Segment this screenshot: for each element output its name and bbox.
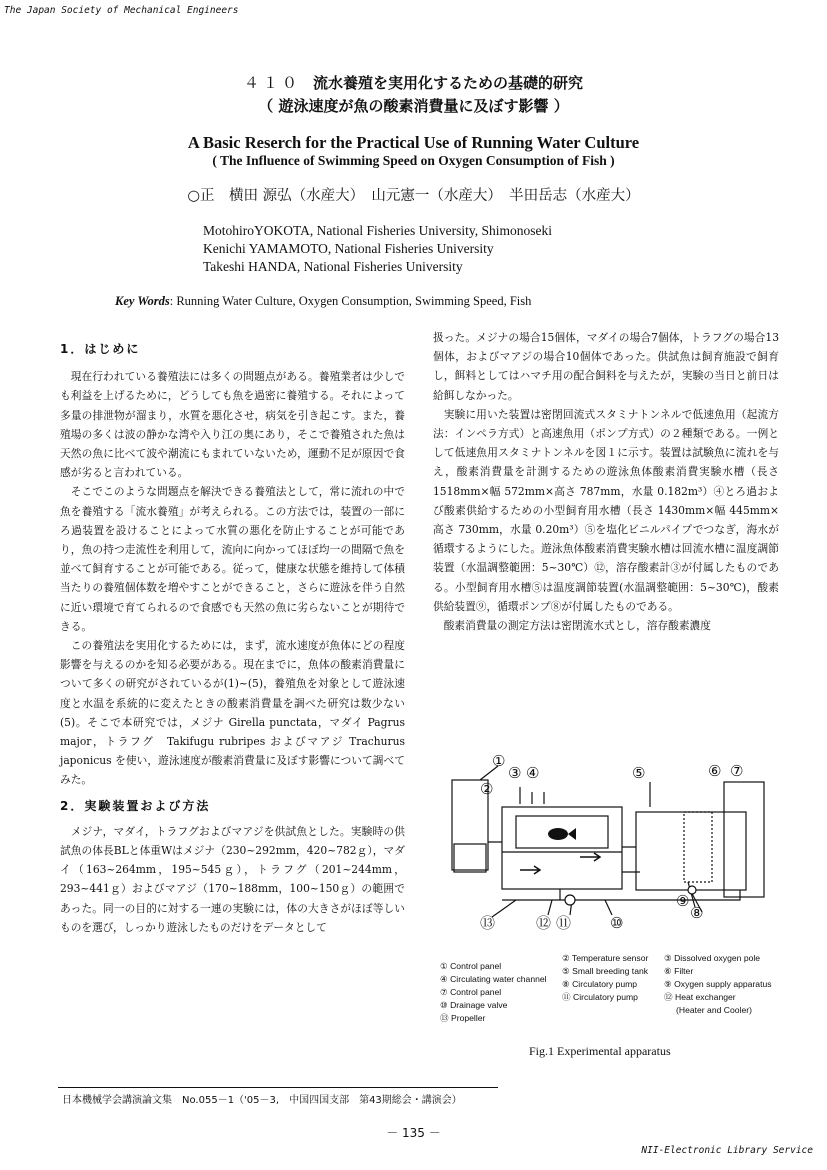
japanese-title [0, 72, 827, 93]
left-column [60, 340, 405, 937]
callout-2: ② [480, 780, 494, 798]
keywords-text: : Running Water Culture, Oxygen Consumption, Swimming Speed, Fish [169, 294, 532, 308]
legend-item: ① Control panel [440, 961, 502, 971]
figure-caption: Fig.1 Experimental apparatus [529, 1044, 671, 1058]
flow-arrow-icon [520, 866, 540, 874]
paragraph: 実験に用いた装置は密閉回流式スタミナトンネルで低速魚用（起流方法：インペラ方式）と高速魚用（ポンプ方式）の２種類である。一例として低速魚用スタミナトンネルを図１に示す。装置は試験魚に流れを与え，酸素消費量を計測するための遊泳魚体酸素消費実験水槽（長さ 1518mm×幅 572mm×高さ 787mm，水量 0.182m³）④とろ過および酸素供給するための小型飼育用水槽（長さ 1430mm×幅 445mm×高さ 730mm，水量 0.20m³）⑤を塩化ビニルパイプでつなぎ，海水が循環するようにした。遊泳魚体酸素消費実験水槽は回流水槽に温度調節装置（水温調整範囲：5~30℃）⑫，溶存酸素計③が付属したものである。小型飼育用水槽⑤は温度調節装置(水温調整範囲：5~30℃)，酸素供給装置⑨，循環ポンプ⑧が付属したものである。 [433, 407, 779, 613]
control-panel-1-base [454, 844, 486, 872]
flow-arrow-icon [580, 853, 600, 861]
legend-item: (Heater and Cooler) [676, 1005, 752, 1015]
callout-4: ④ [526, 764, 540, 782]
callout-8: ⑧ [690, 904, 704, 922]
japanese-subtitle: （ 遊泳速度が魚の酸素消費量に及ぼす影響 ） [258, 97, 569, 115]
callout-9: ⑨ [676, 892, 690, 910]
footer-rule [58, 1087, 498, 1088]
fish-icon [548, 828, 568, 840]
legend-item: ⑥ Filter [664, 966, 694, 976]
right-column [433, 328, 779, 635]
circulatory-pump-icon [565, 895, 575, 905]
legend-column-3 [664, 952, 772, 1017]
legend-item: ⑧ Circulatory pump [562, 979, 638, 989]
paragraph: 現在行われている養殖法には多くの問題点がある。養殖業者は少しでも利益を上げるために，どうしても魚を過密に養殖する。それによって多量の排泄物が溜まり，水質を悪化させ，病気を引き起こす。また，養殖場の多くは波の静かな湾や入り江の奥にあり，そこで養殖された魚は天然の魚に比べて波や潮流にもまれていないため，運動不足が原因で食感が劣ると言われている。 [60, 370, 405, 480]
affiliation-list [203, 222, 552, 276]
english-subtitle: ( The Influence of Swimming Speed on Oxygen Consumption of Fish ) [212, 153, 615, 168]
legend-item: ⑩ Drainage valve [440, 1000, 508, 1010]
legend-item: ⑬ Propeller [440, 1013, 486, 1023]
callout-10: ⑩ [610, 914, 624, 932]
callout-7: ⑦ [730, 762, 744, 780]
paragraph: この養殖法を実用化するためには，まず，流水速度が魚体にどの程度影響を与えるのかを知る必要がある。現在までに，魚体の酸素消費量について多くの研究がされているが(1)~(5)，養殖魚を対象として遊泳速度と水温を系統的に変えたときの酸素消費量を調べた研究は数少ない(5)。そこで本研究では，メジナ Girella punctata，マダイ Pagrus major，トラフグ Takifugu rubripes およびマアジ Trachurus japonicus を使い，遊泳速度が酸素消費量に及ぼす影響について調べてみた。 [60, 639, 405, 787]
paragraph: そこでこのような問題点を解決できる養殖法として，常に流れの中で魚を養殖する「流水養殖」が考えられる。この方法では，装置の一部にろ過装置を設けることによって水質の悪化を防止することが可能であり，魚の持つ走流性を利用して，流向に向かってほぼ均一の間隔で魚を並べて飼育することが可能である。従って，健康な状態を維持して体積当たりの養殖個体数を増やすことができること，さらに遊泳を伴う自然に近い環境で育てられるので食感でも天然の魚に劣らないことが期待できる。 [60, 485, 405, 633]
experimental-apparatus-diagram [440, 752, 785, 942]
library-footer: NII-Electronic Library Service [641, 1145, 813, 1156]
legend-item: ⑫ Heat exchanger [664, 992, 736, 1002]
legend-item: ② Temperature sensor [562, 953, 649, 963]
keywords-label: Key Words [115, 294, 170, 308]
callout-3: ③ [508, 764, 522, 782]
japanese-main-title: 流水養殖を実用化するための基礎的研究 [313, 74, 584, 92]
legend-item: ③ Dissolved oxygen pole [664, 953, 761, 963]
legend-item: ⑨ Oxygen supply apparatus [664, 979, 772, 989]
paragraph: 扱った。メジナの場合15個体，マダイの場合7個体，トラフグの場合13個体，およびマアジの場合10個体であった。供試魚は飼育施設で飼育し，餌料としてはハマチ用の配合飼料を与えたが，実験の当日と前日は給餌しなかった。 [433, 331, 779, 402]
control-panel-2 [724, 782, 764, 897]
paper-number: ４１０ [243, 74, 301, 92]
english-title: A Basic Reserch for the Practical Use of Running Water Culture [187, 133, 640, 152]
small-breeding-tank [636, 812, 746, 890]
affiliation-1: MotohiroYOKOTA, National Fisheries University, Shimonoseki [203, 223, 553, 238]
affiliation-2: Kenichi YAMAMOTO, National Fisheries University [203, 241, 494, 256]
filter [684, 812, 712, 882]
callout-12: ⑫ [536, 914, 552, 932]
page-number: － 135 － [386, 1126, 441, 1140]
callout-11: ⑪ [556, 914, 572, 932]
legend-item: ⑪ Circulatory pump [562, 992, 638, 1002]
paragraph: メジナ，マダイ，トラフグおよびマアジを供試魚とした。実験時の供試魚の体長BLと体重Wはメジナ（230~292mm，420~782ｇ），マダイ（163~264mm，195~545ｇ），トラフグ（201~244mm，293~441ｇ）およびマアジ（170~188mm，100~150ｇ）の範囲であった。同一の目的に対する一連の実験には，体の大きさがほぼ等しいものを選び，しっかり遊泳したものだけをデータとして [60, 824, 405, 934]
author-line: ○正 横田 源弘（水産大） 山元憲一（水産大） 半田岳志（水産大） [187, 188, 640, 204]
proceedings-footer: 日本機械学会講演論文集 No.055－1（'05－3, 中国四国支部 第43期総会・講演会） [62, 1095, 462, 1106]
callout-5: ⑤ [632, 764, 646, 782]
legend-column-2 [562, 952, 648, 1004]
affiliation-3: Takeshi HANDA, National Fisheries University [203, 259, 463, 274]
paragraph: 酸素消費量の測定方法は密閉流水式とし，溶存酸素濃度 [443, 619, 711, 633]
callout-6: ⑥ [708, 762, 722, 780]
society-header: The Japan Society of Mechanical Engineers [4, 5, 239, 16]
legend-item: ⑤ Small breeding tank [562, 966, 649, 976]
legend-item: ⑦ Control panel [440, 987, 502, 997]
callout-13: ⑬ [480, 914, 496, 932]
keywords [115, 294, 531, 309]
legend-column-1 [440, 958, 547, 1025]
callout-1: ① [492, 752, 506, 770]
section-1-title: 1．はじめに [60, 342, 141, 356]
legend-item: ④ Circulating water channel [440, 974, 547, 984]
section-2-title: 2．実験装置および方法 [60, 798, 211, 813]
